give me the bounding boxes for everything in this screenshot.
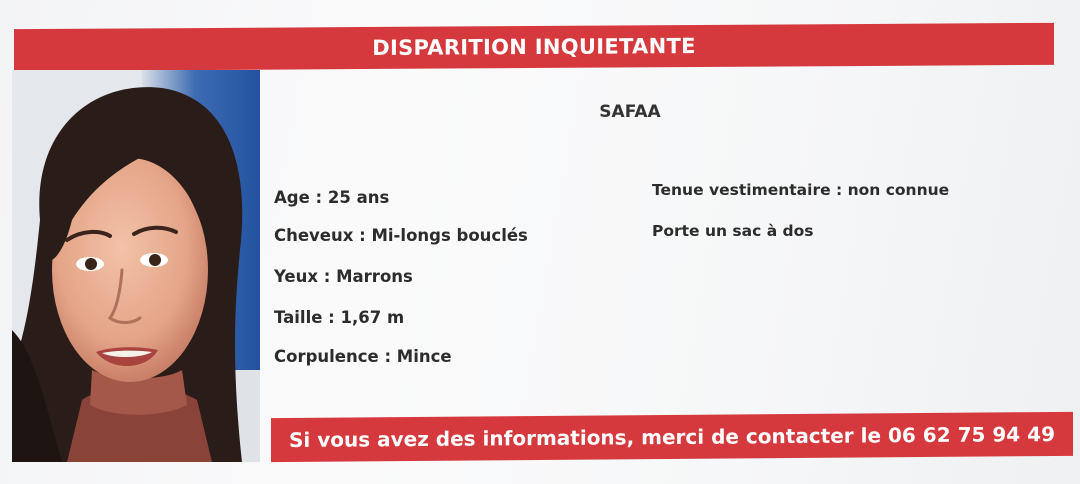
detail-label: Taille : xyxy=(274,308,341,327)
contact-banner xyxy=(271,412,1073,462)
detail-value: non connue xyxy=(847,181,950,199)
detail-value: 25 ans xyxy=(327,188,390,207)
portrait-image xyxy=(12,70,260,462)
person-photo xyxy=(12,70,260,462)
detail-hair xyxy=(274,226,528,245)
detail-value: Porte un sac à dos xyxy=(652,222,814,240)
detail-value: Mi-longs bouclés xyxy=(371,226,528,245)
detail-clothing xyxy=(652,181,949,199)
detail-label: Corpulence : xyxy=(274,347,397,366)
contact-text: Si vous avez des informations, merci de contacter le 06 62 75 94 49 xyxy=(288,421,1056,453)
detail-label: Age : xyxy=(274,188,328,207)
detail-label: Yeux : xyxy=(274,267,337,286)
poster-title: DISPARITION INQUIETANTE xyxy=(372,34,696,60)
detail-label: Tenue vestimentaire : xyxy=(652,181,848,199)
detail-label: Cheveux : xyxy=(274,226,372,245)
detail-value: Marrons xyxy=(336,267,413,286)
detail-height xyxy=(274,308,404,327)
detail-backpack xyxy=(652,222,814,240)
detail-eyes xyxy=(274,267,413,286)
detail-age xyxy=(274,188,389,207)
detail-value: 1,67 m xyxy=(340,308,405,327)
detail-value: Mince xyxy=(396,347,452,366)
person-name: SAFAA xyxy=(599,102,661,122)
detail-build xyxy=(274,347,452,366)
title-banner xyxy=(14,23,1054,71)
